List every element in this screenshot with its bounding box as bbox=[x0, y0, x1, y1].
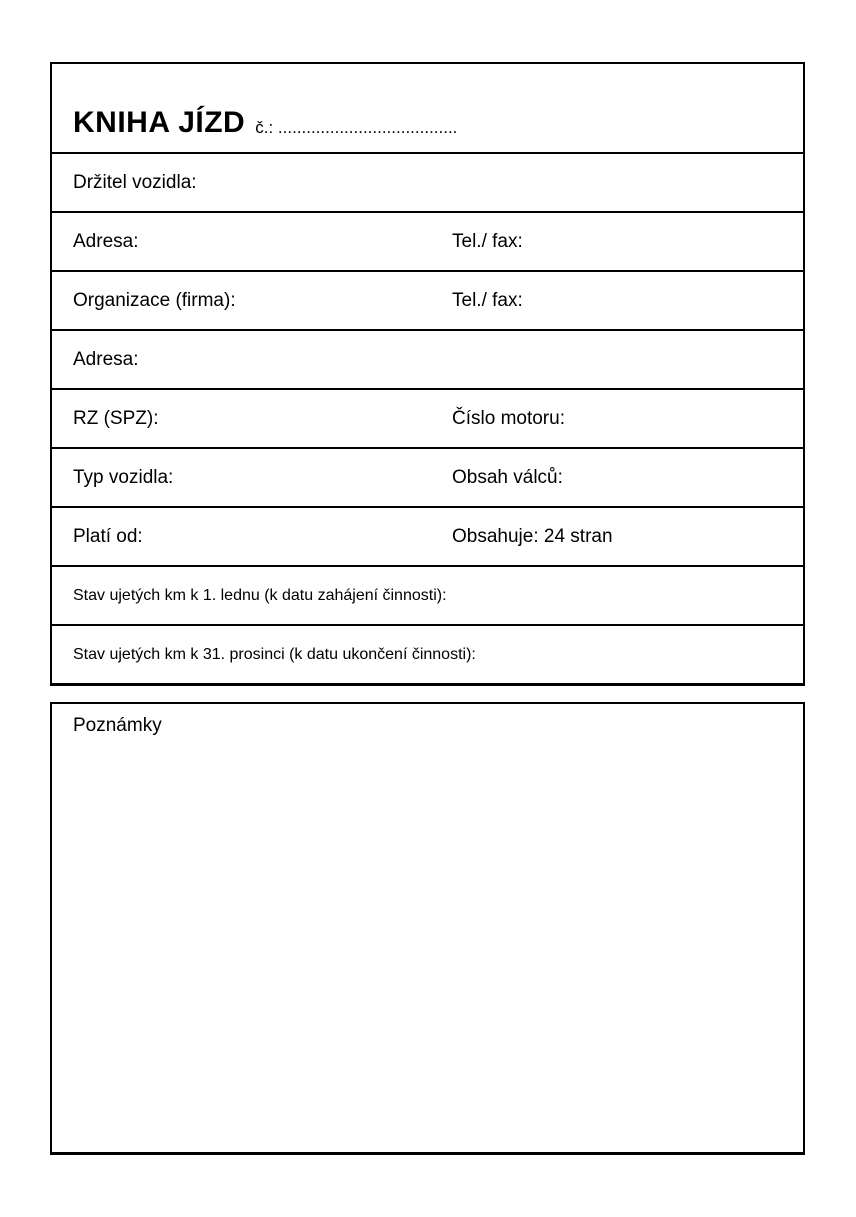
field-label: Typ vozidla: bbox=[73, 466, 174, 488]
field-label: Adresa: bbox=[73, 348, 139, 370]
form-row-km-january bbox=[52, 565, 803, 624]
field-label: Adresa: bbox=[73, 230, 139, 252]
page-title: KNIHA JÍZD bbox=[73, 106, 246, 139]
form-row-vehicle-type bbox=[52, 447, 803, 506]
vehicle-info-table bbox=[50, 62, 805, 686]
form-row-km-december bbox=[52, 624, 803, 683]
field-label: Číslo motoru: bbox=[452, 407, 565, 429]
logbook-number-dotted-line: ...................................... bbox=[277, 117, 458, 137]
field-label: Stav ujetých km k 1. lednu (k datu zahájení činnosti): bbox=[73, 586, 447, 604]
notes-label: Poznámky bbox=[73, 715, 162, 736]
field-label: Organizace (firma): bbox=[73, 289, 236, 311]
logbook-number-field bbox=[255, 117, 457, 138]
field-label: RZ (SPZ): bbox=[73, 407, 159, 429]
form-row-address-1 bbox=[52, 211, 803, 270]
field-label: Stav ujetých km k 31. prosinci (k datu ukončení činnosti): bbox=[73, 645, 476, 663]
title-row bbox=[52, 64, 803, 152]
form-row-valid-from bbox=[52, 506, 803, 565]
field-label: Obsah válců: bbox=[452, 466, 563, 488]
form-row-vehicle-holder bbox=[52, 152, 803, 211]
field-label: Obsahuje: 24 stran bbox=[452, 525, 613, 547]
form-row-address-2 bbox=[52, 329, 803, 388]
field-label: Tel./ fax: bbox=[452, 289, 523, 311]
field-label: Držitel vozidla: bbox=[73, 171, 197, 193]
form-row-license-plate bbox=[52, 388, 803, 447]
notes-box bbox=[50, 702, 805, 1155]
field-label: Tel./ fax: bbox=[452, 230, 523, 252]
logbook-number-label: č.: bbox=[255, 117, 274, 137]
form-row-organization bbox=[52, 270, 803, 329]
field-label: Platí od: bbox=[73, 525, 143, 547]
